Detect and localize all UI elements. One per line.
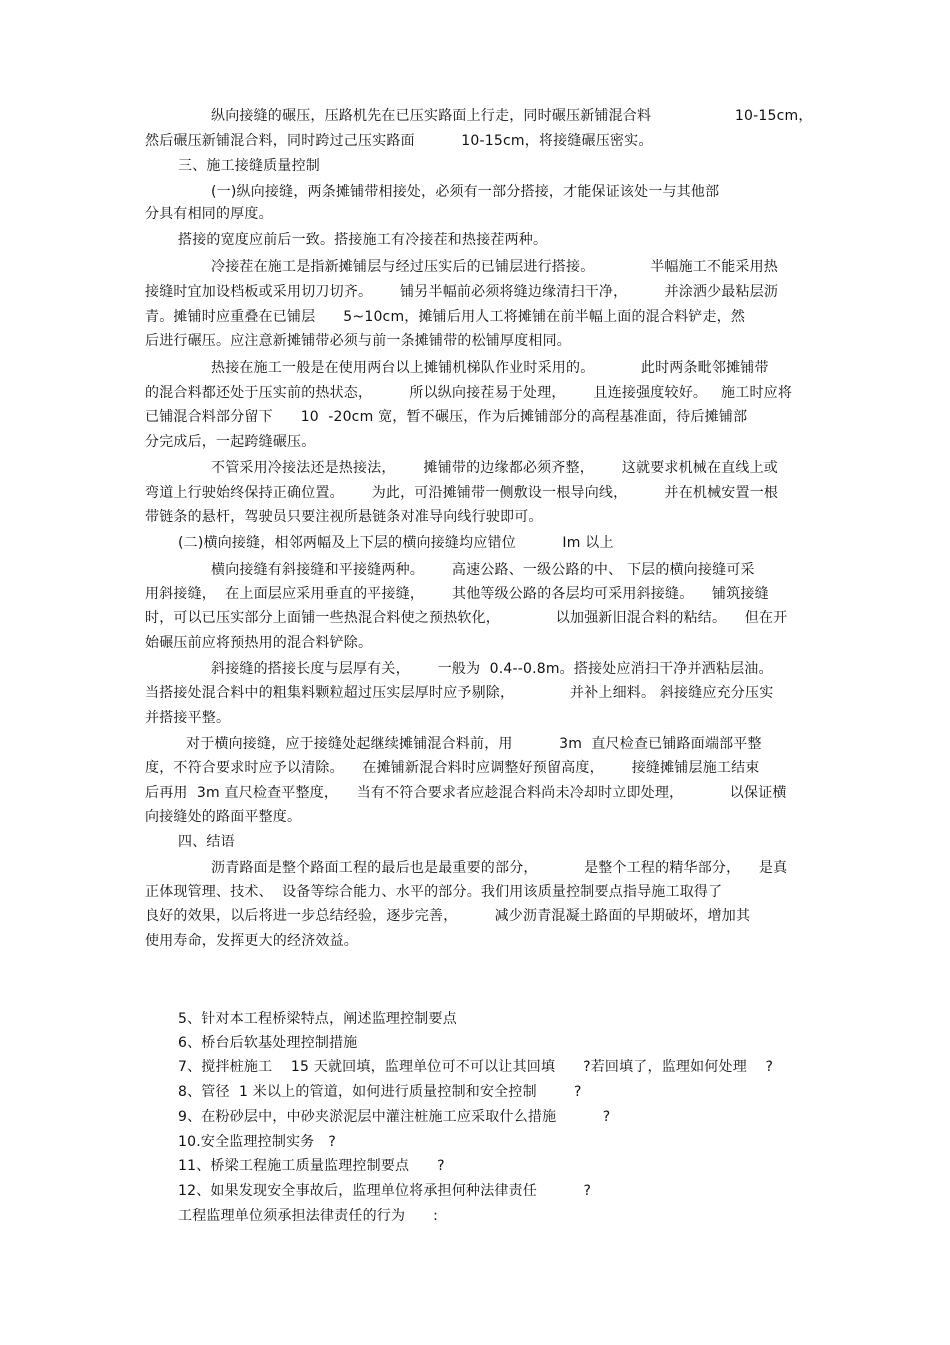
- text-line: 12、如果发现安全事故后，监理单位将承担何种法律责任 ?: [178, 1183, 592, 1199]
- text-line: 11、桥梁工程施工质量监理控制要点 ?: [178, 1158, 445, 1174]
- text-line: 当搭接处混合料中的粗集料颗粒超过压实层厚时应予剔除， 并补上细料。 斜接缝应充分压实: [145, 685, 774, 701]
- text-line: 用斜接缝， 在上面层应采用垂直的平接缝， 其他等级公路的各层均可采用斜接缝。 铺筑接缝: [145, 586, 769, 602]
- text-line: 斜接缝的搭接长度与层厚有关， 一般为 0.4--0.8m。搭接处应消扫干净并洒粘层油。: [211, 661, 773, 677]
- text-line: 度，不符合要求时应予以清除。 在摊铺新混合料时应调整好预留高度， 接缝摊铺层施工结束: [145, 760, 760, 776]
- text-line: 后进行碾压。应注意新摊铺带必须与前一条摊铺带的松铺厚度相同。: [145, 333, 571, 349]
- text-line: 后再用 3m 直尺检查平整度， 当有不符合要求者应趁混合料尚未冷却时立即处理， 以保证横: [145, 785, 787, 801]
- text-line: 四、结语: [178, 834, 235, 850]
- text-line: 向接缝处的路面平整度。: [145, 809, 302, 825]
- text-line: 已铺混合料部分留下 10 -20cm 宽，暂不碾压，作为后摊铺部分的高程基准面，待后摊铺部: [145, 409, 748, 425]
- text-line: 弯道上行驶始终保持正确位置。 为此，可沿摊铺带一侧敷设一根导向线， 并在机械安置一根: [145, 485, 779, 501]
- text-line: 良好的效果，以后将进一步总结经验，逐步完善， 减少沥青混凝土路面的早期破坏，增加其: [145, 908, 751, 924]
- text-line: 分完成后，一起跨缝碾压。: [145, 434, 316, 450]
- text-line: (二)横向接缝，相邻两幅及上下层的横向接缝均应错位 Im 以上: [178, 535, 614, 551]
- text-line: 时，可以已压实部分上面铺一些热混合料使之预热软化， 以加强新旧混合料的粘结。 但在开: [145, 610, 788, 626]
- text-line: 三、施工接缝质量控制: [178, 158, 320, 174]
- text-line: 沥青路面是整个路面工程的最后也是最重要的部分， 是整个工程的精华部分， 是真: [211, 860, 788, 876]
- text-line: 横向接缝有斜接缝和平接缝两种。 高速公路、一级公路的中、 下层的横向接缝可采: [211, 562, 755, 578]
- text-line: 然后碾压新铺混合料，同时跨过己压实路面 10-15cm，将接缝碾压密实。: [145, 133, 653, 149]
- text-line: 始碾压前应将预热用的混合料铲除。: [145, 635, 373, 651]
- text-line: 的混合料都还处于压实前的热状态， 所以纵向接茬易于处理， 且连接强度较好。 施工时应将: [145, 385, 793, 401]
- text-line: 工程监理单位须承担法律责任的行为 :: [178, 1208, 439, 1224]
- text-line: 接缝时宜加设档板或采用切刀切齐。 铺另半幅前必须将缝边缘清扫干净， 并涂洒少最粘层沥: [145, 284, 779, 300]
- text-line: 9、在粉砂层中，中砂夹淤泥层中灌注桩施工应采取什么措施 ?: [178, 1109, 611, 1125]
- text-line: 分具有相同的厚度。: [145, 206, 273, 222]
- text-line: 并搭接平整。: [145, 710, 231, 726]
- text-line: 搭接的宽度应前后一致。搭接施工有冷接茬和热接茬两种。: [178, 232, 548, 248]
- text-line: 10.安全监理控制实务 ?: [178, 1134, 337, 1150]
- text-line: 5、针对本工程桥梁特点，阐述监理控制要点: [178, 1011, 457, 1027]
- text-line: 使用寿命，发挥更大的经济效益。: [145, 933, 358, 949]
- text-line: 纵向接缝的碾压，压路机先在已压实路面上行走，同时碾压新铺混合料 10-15cm，: [211, 108, 813, 124]
- text-line: 不管采用冷接法还是热接法， 摊铺带的边缘都必须齐整， 这就要求机械在直线上或: [211, 460, 778, 476]
- text-line: 对于横向接缝，应于接缝处起继续摊铺混合料前，用 3m 直尺检查已铺路面端部平整: [186, 736, 762, 752]
- text-line: 6、桥台后软基处理控制措施: [178, 1035, 358, 1051]
- text-line: 正体现管理、技术、 设备等综合能力、水平的部分。我们用该质量控制要点指导施工取得了: [145, 884, 723, 900]
- text-line: 热接在施工一般是在使用两台以上摊铺机梯队作业时采用的。 此时两条毗邻摊铺带: [211, 360, 769, 376]
- text-line: 8、管径 1 米以上的管道，如何进行质量控制和安全控制 ?: [178, 1084, 582, 1100]
- text-line: 带链条的悬杆，驾驶员只要注视所悬链条对准导向线行驶即可。: [145, 509, 543, 525]
- text-line: 冷接茬在施工是指新摊铺层与经过压实后的已铺层进行搭接。 半幅施工不能采用热: [211, 259, 778, 275]
- text-line: 7、搅拌桩施工 15 天就回填，监理单位可不可以让其回填 ?若回填了，监理如何处理 ?: [178, 1059, 774, 1075]
- text-line: (一)纵向接缝，两条摊铺带相接处，必须有一部分搭接，才能保证该处一与其他部: [211, 184, 720, 200]
- text-line: 青。摊铺时应重叠在已铺层 5~10cm，摊铺后用人工将摊铺在前半幅上面的混合料铲走，然: [145, 309, 746, 325]
